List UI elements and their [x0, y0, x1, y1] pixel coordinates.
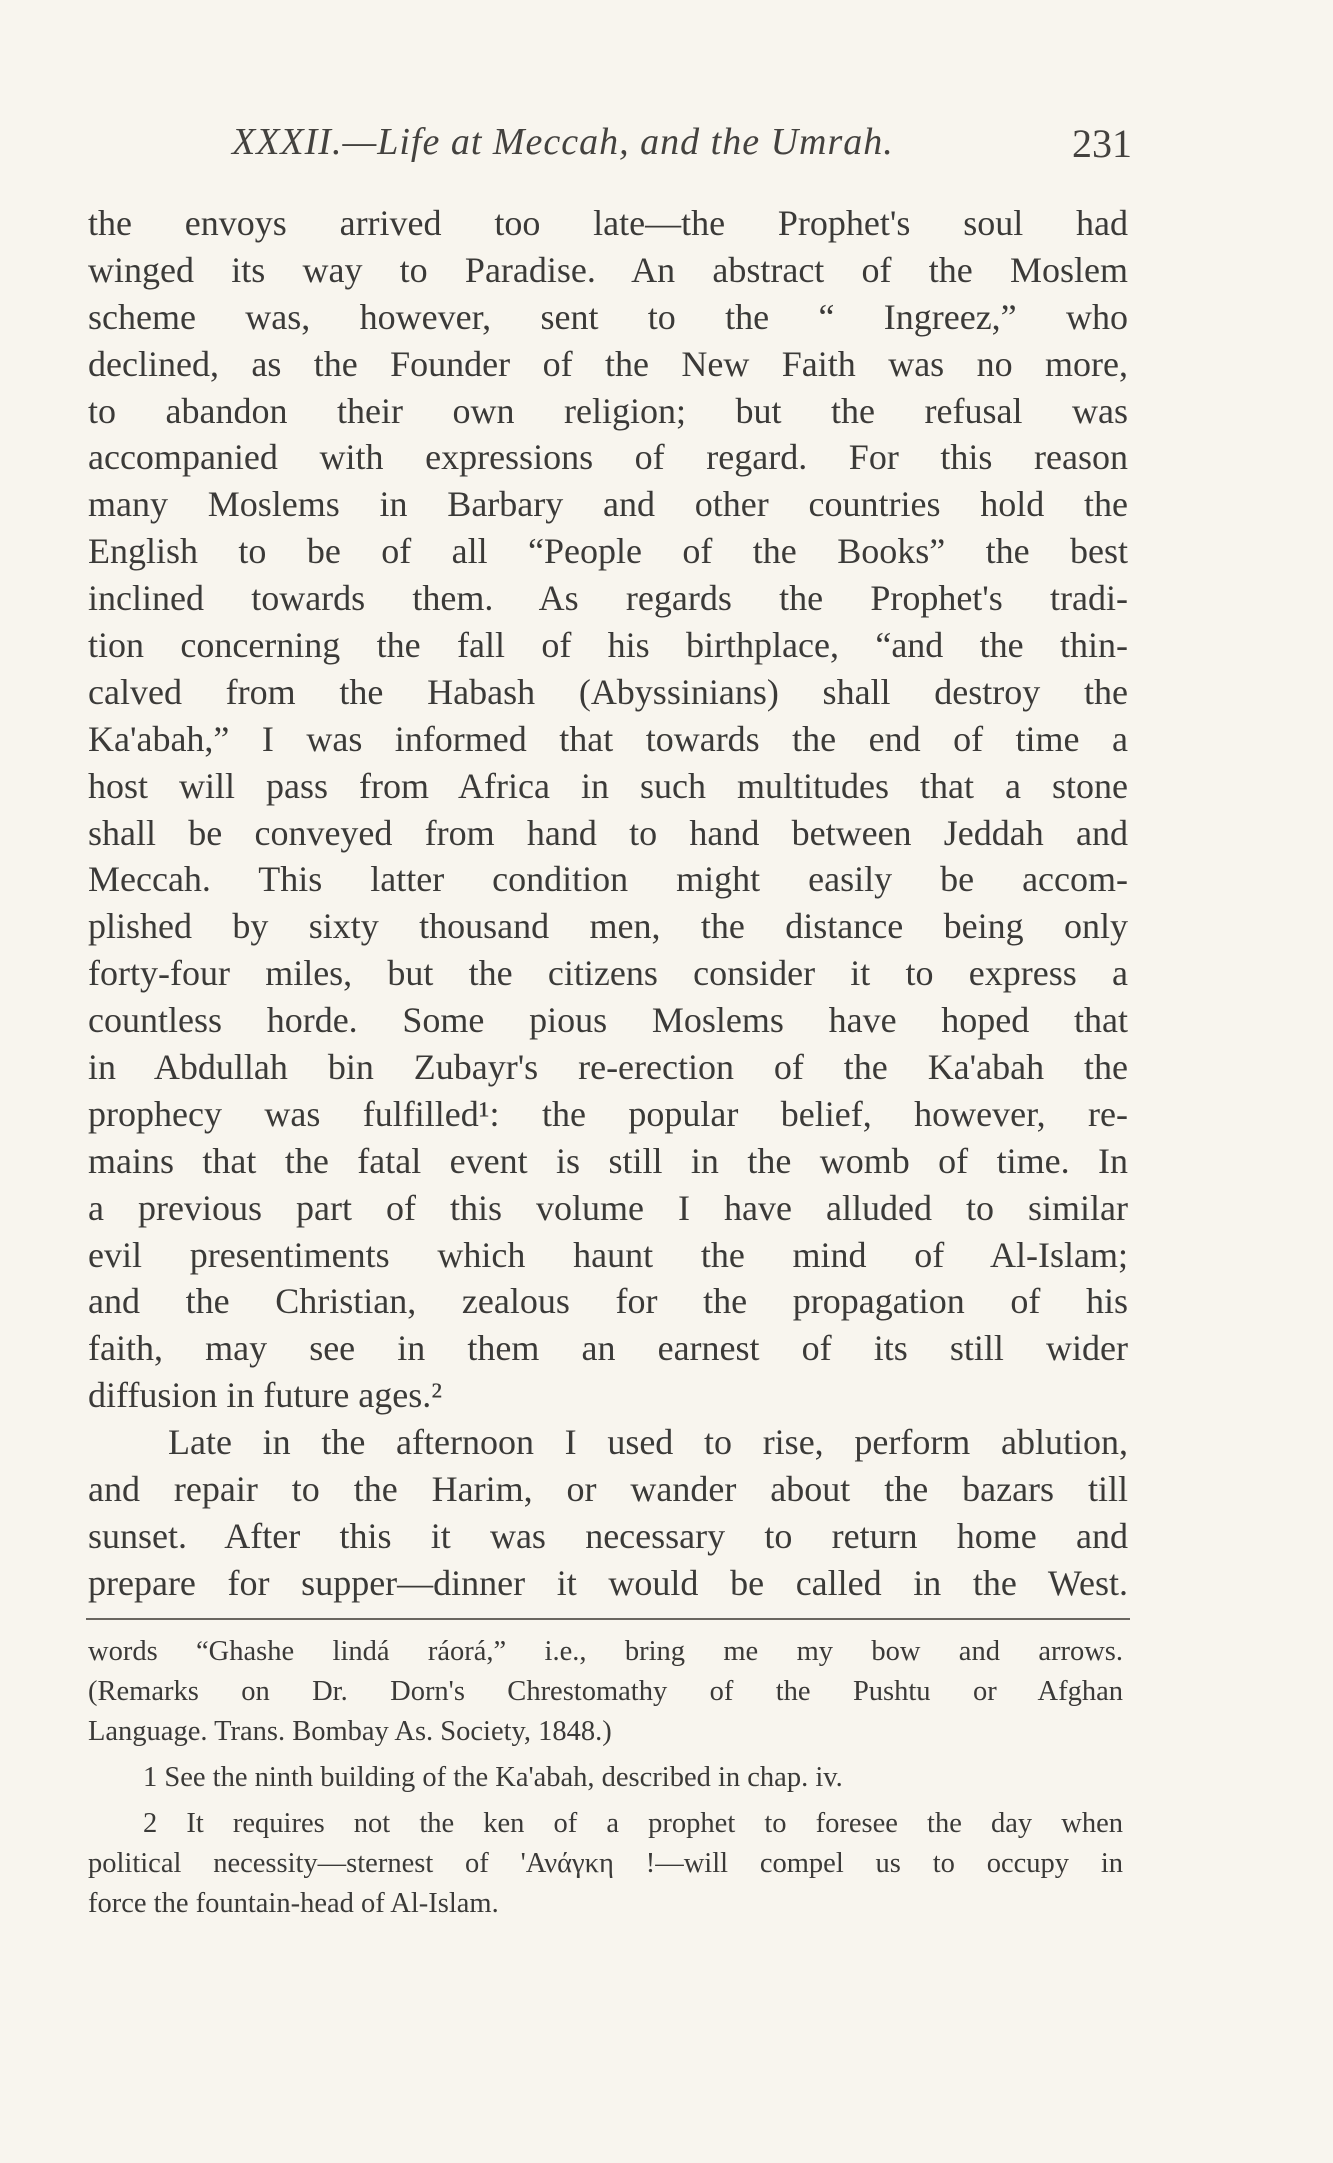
text-line: in Abdullah bin Zubayr's re-erection of the Ka'abah the [88, 1047, 1128, 1088]
text-line: tion concerning the fall of his birthplace, “and the thin- [88, 625, 1128, 666]
footnote-1: 1 See the ninth building of the Ka'abah, described in chap. iv. [143, 1762, 843, 1793]
text-line: winged its way to Paradise. An abstract of the Moslem [88, 249, 1128, 290]
text-line: declined, as the Founder of the New Faith was no more, [88, 343, 1128, 384]
text-line: inclined towards them. As regards the Prophet's tradi- [88, 578, 1128, 619]
text-line: mains that the fatal event is still in the womb of time. In [88, 1140, 1128, 1181]
main-text [88, 200, 1128, 1607]
text-line: the envoys arrived too late—the Prophet's soul had [88, 203, 1128, 243]
footnote-line: (Remarks on Dr. Dorn's Chrestomathy of the Pushtu or Afghan [88, 1676, 1123, 1707]
text-line: to abandon their own religion; but the refusal was [88, 390, 1128, 431]
text-line: prophecy was fulfilled¹: the popular belief, however, re- [88, 1093, 1128, 1134]
running-header [232, 120, 1132, 180]
text-line: faith, may see in them an earnest of its still wider [88, 1328, 1128, 1369]
footnote-line: Language. Trans. Bombay As. Society, 1848.) [88, 1716, 612, 1747]
footnote-line: force the fountain-head of Al-Islam. [88, 1888, 499, 1919]
text-line: Ka'abah,” I was informed that towards the end of time a [88, 718, 1128, 759]
footnote-line: words “Ghashe lindá ráorá,” i.e., bring me my bow and arrows. [88, 1636, 1123, 1667]
text-line: accompanied with expressions of regard. For this reason [88, 437, 1128, 478]
footnote-2: 2 It requires not the ken of a prophet to foresee the day when [143, 1808, 1123, 1839]
text-line: English to be of all “People of the Books” the best [88, 531, 1128, 572]
running-title: XXXII.—Life at Meccah, and the Umrah. [232, 121, 894, 163]
text-line: forty-four miles, but the citizens consider it to express a [88, 953, 1128, 994]
text-line: countless horde. Some pious Moslems have hoped that [88, 1000, 1128, 1041]
text-line: prepare for supper—dinner it would be called in the West. [88, 1562, 1128, 1603]
footnotes [88, 1632, 1123, 1924]
text-line: and the Christian, zealous for the propagation of his [88, 1281, 1128, 1322]
footnote-line: political necessity—sternest of 'Ανάγκη !—will compel us to occupy in [88, 1848, 1123, 1879]
text-line: host will pass from Africa in such multitudes that a stone [88, 765, 1128, 806]
footnote-divider [86, 1618, 1130, 1620]
text-line: many Moslems in Barbary and other countries hold the [88, 484, 1128, 525]
text-line: sunset. After this it was necessary to return home and [88, 1515, 1128, 1556]
text-line: shall be conveyed from hand to hand between Jeddah and [88, 812, 1128, 853]
text-line: and repair to the Harim, or wander about the bazars till [88, 1469, 1128, 1510]
text-line: calved from the Habash (Abyssinians) shall destroy the [88, 671, 1128, 712]
text-line: evil presentiments which haunt the mind of Al-Islam; [88, 1234, 1128, 1275]
text-line: scheme was, however, sent to the “ Ingreez,” who [88, 296, 1128, 337]
text-line: diffusion in future ages.² [88, 1375, 443, 1416]
text-line: a previous part of this volume I have alluded to similar [88, 1187, 1128, 1228]
page-number: 231 [1072, 121, 1132, 166]
text-line: Late in the afternoon I used to rise, perform ablution, [168, 1422, 1128, 1463]
text-line: Meccah. This latter condition might easily be accom- [88, 859, 1128, 900]
text-line: plished by sixty thousand men, the distance being only [88, 906, 1128, 947]
